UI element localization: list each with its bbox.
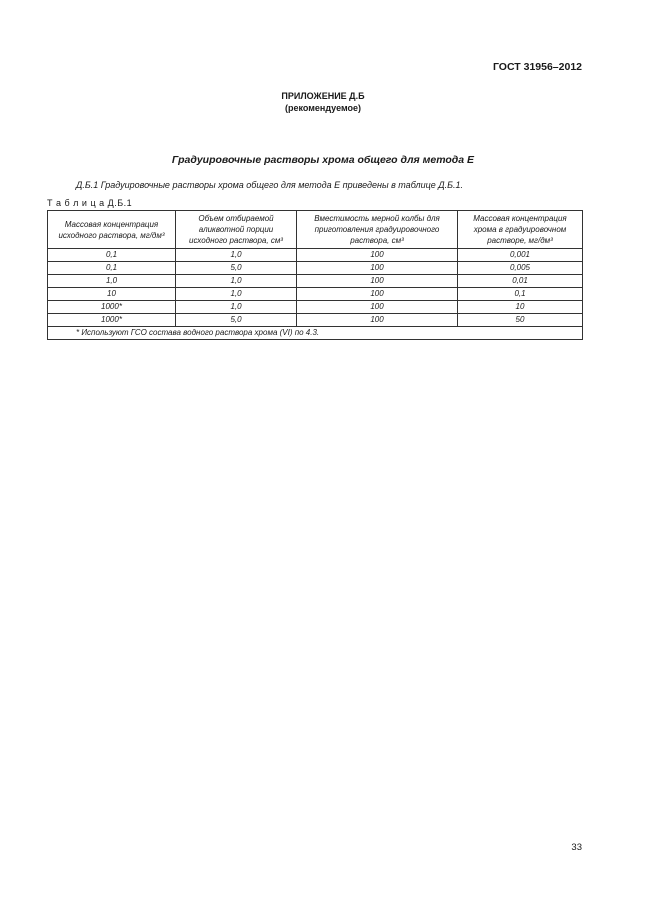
table-cell: 0,1 [48,262,176,275]
table-footnote: * Используют ГСО состава водного раствора хрома (VI) по 4.3. [48,327,583,340]
table-cell: 10 [458,301,583,314]
header-final-concentration: Массовая концентрация хрома в градуировочном растворе, мг/дм³ [458,211,583,249]
table-cell: 0,01 [458,275,583,288]
calibration-table [47,210,583,340]
document-code: ГОСТ 31956–2012 [492,61,582,73]
header-initial-concentration: Массовая концентрация исходного раствора, мг/дм³ [48,211,176,249]
table-cell: 1,0 [176,275,297,288]
appendix-title: ПРИЛОЖЕНИЕ Д.Б [281,91,365,101]
header-flask-capacity: Вместимость мерной колбы для приготовления градуировочного раствора, см³ [297,211,458,249]
table-cell: 0,1 [458,288,583,301]
table-cell: 100 [297,314,458,327]
appendix-heading [0,90,646,114]
table-cell: 0,001 [458,249,583,262]
table-row [48,262,583,275]
table-row [48,288,583,301]
table-row [48,314,583,327]
table-cell: 1000* [48,314,176,327]
table-label: Т а б л и ц а Д.Б.1 [47,198,133,208]
table-cell: 0,1 [48,249,176,262]
table-cell: 5,0 [176,262,297,275]
section-title: Градуировочные растворы хрома общего для метода Е [171,154,475,166]
table-cell: 100 [297,262,458,275]
table-cell: 100 [297,275,458,288]
header-aliquot-volume: Объем отбираемой аликвотной порции исходного раствора, см³ [176,211,297,249]
table-row [48,275,583,288]
table-cell: 50 [458,314,583,327]
table-cell: 1,0 [176,301,297,314]
table-cell: 1,0 [176,249,297,262]
table-cell: 10 [48,288,176,301]
table-cell: 1,0 [176,288,297,301]
appendix-subtitle: (рекомендуемое) [285,103,361,113]
table-row [48,249,583,262]
table-cell: 100 [297,301,458,314]
table-cell: 1,0 [48,275,176,288]
table-row [48,301,583,314]
table-cell: 1000* [48,301,176,314]
table-cell: 5,0 [176,314,297,327]
table-cell: 100 [297,288,458,301]
table-cell: 0,005 [458,262,583,275]
table-header-row [48,211,583,249]
intro-paragraph: Д.Б.1 Градуировочные растворы хрома общего для метода Е приведены в таблице Д.Б.1. [76,180,463,190]
page-number: 33 [571,842,582,853]
table-footnote-row [48,327,583,340]
table-cell: 100 [297,249,458,262]
